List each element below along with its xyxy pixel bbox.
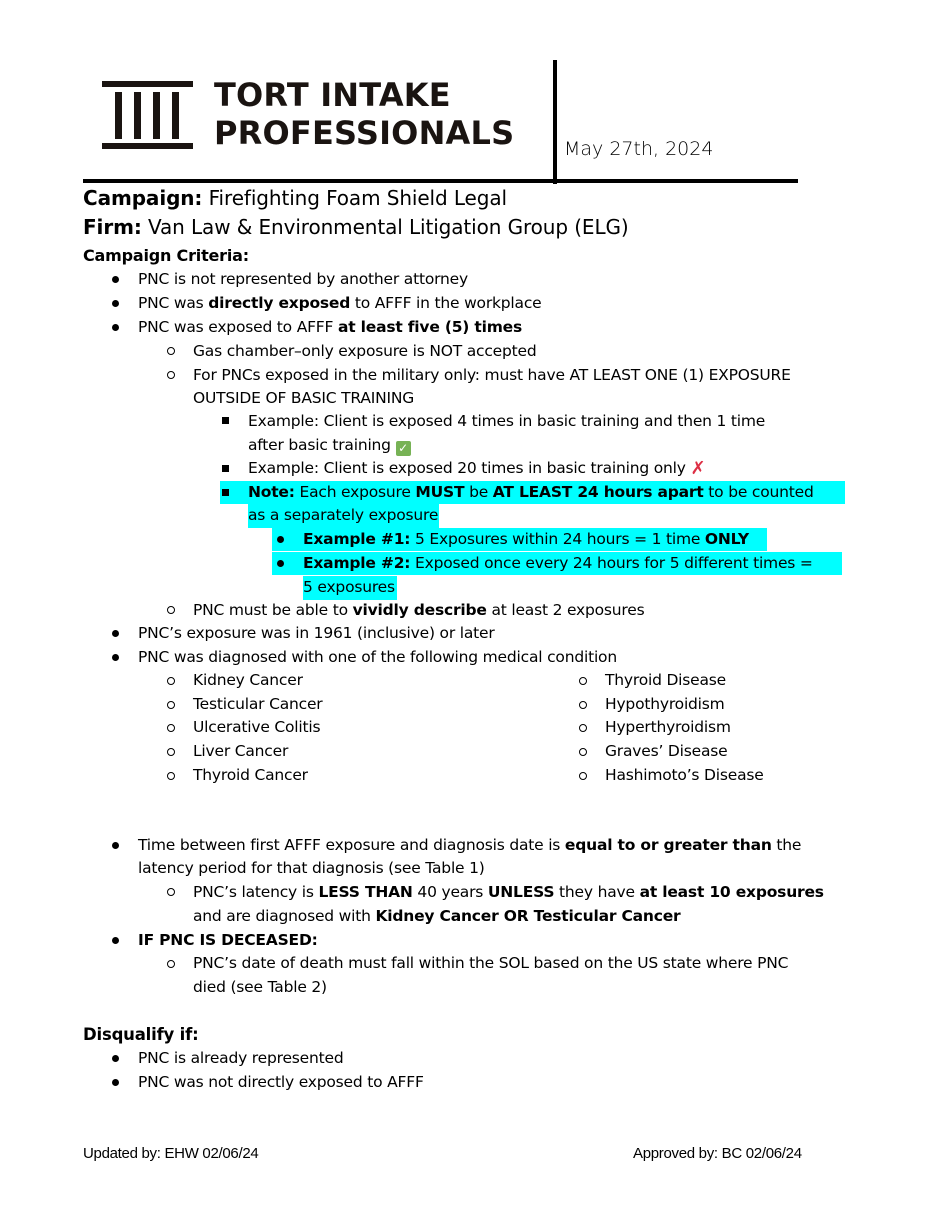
text-span: PNC must be able to (193, 601, 353, 619)
bullet-icon (112, 276, 119, 283)
footer-approved-by: Approved by: BC 02/06/24 (633, 1145, 802, 1162)
circle-bullet-icon (167, 347, 175, 355)
example-2-line-2 (303, 576, 397, 600)
condition-item: Graves’ Disease (605, 742, 728, 760)
criterion-gas-chamber: Gas chamber–only exposure is NOT accepted (193, 342, 537, 360)
bullet-icon (112, 654, 119, 661)
circle-bullet-icon (167, 677, 175, 685)
text-span: 5 exposures (303, 576, 397, 600)
text-span: after basic training (248, 436, 391, 454)
text-span: PNC’s latency is (193, 883, 319, 901)
circle-bullet-icon (167, 960, 175, 968)
firm-label: Firm: (83, 215, 142, 239)
logo-line-1: TORT INTAKE (214, 76, 451, 114)
footer-updated-by: Updated by: EHW 02/06/24 (83, 1145, 259, 1162)
bullet-icon (277, 536, 284, 543)
text-span: MUST (415, 483, 465, 501)
condition-item: Kidney Cancer (193, 671, 303, 689)
text-span: Example #1: (303, 530, 411, 548)
circle-bullet-icon (579, 701, 587, 709)
criteria-heading: Campaign Criteria: (83, 246, 249, 265)
text-span: at least 2 exposures (486, 601, 645, 619)
text-span: Each exposure (294, 483, 416, 501)
text-span: as a separately exposure (248, 504, 439, 528)
example-accepted-line-1: Example: Client is exposed 4 times in basic training and then 1 time (248, 412, 766, 430)
text-span: at least 10 exposures (639, 883, 824, 901)
bullet-icon (112, 300, 119, 307)
text-span: AT LEAST 24 hours apart (492, 483, 704, 501)
bullet-icon (112, 842, 119, 849)
text-span: to be counted (703, 483, 814, 501)
square-bullet-icon (222, 465, 229, 472)
bullet-icon (112, 1055, 119, 1062)
example-accepted-line-2 (248, 434, 411, 458)
condition-item: Hypothyroidism (605, 695, 725, 713)
bullet-icon (112, 630, 119, 637)
example-rejected (248, 457, 705, 481)
circle-bullet-icon (167, 606, 175, 614)
cross-mark-icon: ✗ (690, 458, 706, 479)
circle-bullet-icon (167, 888, 175, 896)
header-vertical-divider (553, 60, 557, 184)
text-span: Time between first AFFF exposure and diagnosis date is (138, 836, 565, 854)
note-line-1 (248, 481, 814, 505)
firm-value: Van Law & Environmental Litigation Group (ELG) (148, 215, 629, 239)
criterion-latency-exception-line-2 (193, 905, 680, 929)
criterion-1961: PNC’s exposure was in 1961 (inclusive) or later (138, 624, 495, 642)
condition-item: Hashimoto’s Disease (605, 766, 764, 784)
example-1 (303, 528, 749, 552)
text-span: Note: (248, 483, 295, 501)
condition-item: Hyperthyroidism (605, 718, 731, 736)
text-span: Exposed once every 24 hours for 5 different times = (410, 554, 813, 572)
circle-bullet-icon (579, 724, 587, 732)
bullet-icon (112, 937, 119, 944)
text-span: 40 years (412, 883, 488, 901)
text-span: PNC was exposed to AFFF (138, 318, 338, 336)
disqualify-item: PNC was not directly exposed to AFFF (138, 1073, 424, 1091)
text-span: directly exposed (208, 294, 351, 312)
text-span: be (464, 483, 493, 501)
condition-item: Ulcerative Colitis (193, 718, 321, 736)
circle-bullet-icon (167, 772, 175, 780)
condition-item: Thyroid Cancer (193, 766, 308, 784)
criterion-sol-line-1: PNC’s date of death must fall within the SOL based on the US state where PNC (193, 954, 789, 972)
logo-wordmark (214, 76, 514, 152)
firm-line (83, 213, 629, 241)
document-date: May 27th, 2024 (564, 138, 714, 160)
circle-bullet-icon (167, 748, 175, 756)
text-span: to AFFF in the workplace (350, 294, 542, 312)
condition-item: Liver Cancer (193, 742, 289, 760)
text-span: ONLY (704, 530, 749, 548)
criterion-directly-exposed (138, 292, 541, 316)
text-span: they have (554, 883, 640, 901)
text-span: at least five (5) times (337, 318, 522, 336)
criterion-not-represented: PNC is not represented by another attorney (138, 270, 468, 288)
criterion-diagnosed: PNC was diagnosed with one of the following medical condition (138, 648, 617, 666)
text-span: Example: Client is exposed 20 times in basic training only (248, 459, 686, 477)
check-mark-icon: ✓ (396, 441, 411, 456)
criterion-sol-line-2: died (see Table 2) (193, 978, 327, 996)
criterion-latency-line-2: latency period for that diagnosis (see Table 1) (138, 859, 485, 877)
condition-item: Thyroid Disease (605, 671, 727, 689)
criterion-latency-exception-line-1 (193, 881, 824, 905)
circle-bullet-icon (579, 677, 587, 685)
disqualify-heading: Disqualify if: (83, 1025, 199, 1044)
square-bullet-icon (222, 489, 229, 496)
text-span: 5 Exposures within 24 hours = 1 time (410, 530, 705, 548)
disqualify-item: PNC is already represented (138, 1049, 344, 1067)
text-span: LESS THAN (318, 883, 413, 901)
campaign-value: Firefighting Foam Shield Legal (208, 186, 507, 210)
criterion-deceased: IF PNC IS DECEASED: (138, 931, 318, 949)
criterion-military-line-2: OUTSIDE OF BASIC TRAINING (193, 389, 415, 407)
circle-bullet-icon (579, 772, 587, 780)
text-span: PNC was (138, 294, 209, 312)
circle-bullet-icon (167, 724, 175, 732)
condition-item: Testicular Cancer (193, 695, 323, 713)
bullet-icon (112, 1079, 119, 1086)
square-bullet-icon (222, 417, 229, 424)
criterion-military-line-1: For PNCs exposed in the military only: must have AT LEAST ONE (1) EXPOSURE (193, 366, 791, 384)
campaign-label: Campaign: (83, 186, 203, 210)
text-span: Kidney Cancer OR Testicular Cancer (375, 907, 681, 925)
text-span: equal to or greater than (564, 836, 772, 854)
text-span: Example #2: (303, 554, 411, 572)
circle-bullet-icon (167, 371, 175, 379)
circle-bullet-icon (579, 748, 587, 756)
text-span: UNLESS (487, 883, 555, 901)
example-2-line-1 (303, 552, 813, 576)
logo-line-2: PROFESSIONALS (214, 114, 515, 152)
header-horizontal-divider (83, 179, 798, 183)
bullet-icon (112, 324, 119, 331)
criterion-five-times (138, 316, 522, 340)
bullet-icon (277, 560, 284, 567)
text-span: vividly describe (352, 601, 487, 619)
campaign-line (83, 184, 507, 212)
criterion-latency-line-1 (138, 834, 801, 858)
note-line-2 (248, 504, 439, 528)
text-span: and are diagnosed with (193, 907, 376, 925)
text-span: the (771, 836, 802, 854)
criterion-vividly-describe (193, 599, 644, 623)
circle-bullet-icon (167, 701, 175, 709)
